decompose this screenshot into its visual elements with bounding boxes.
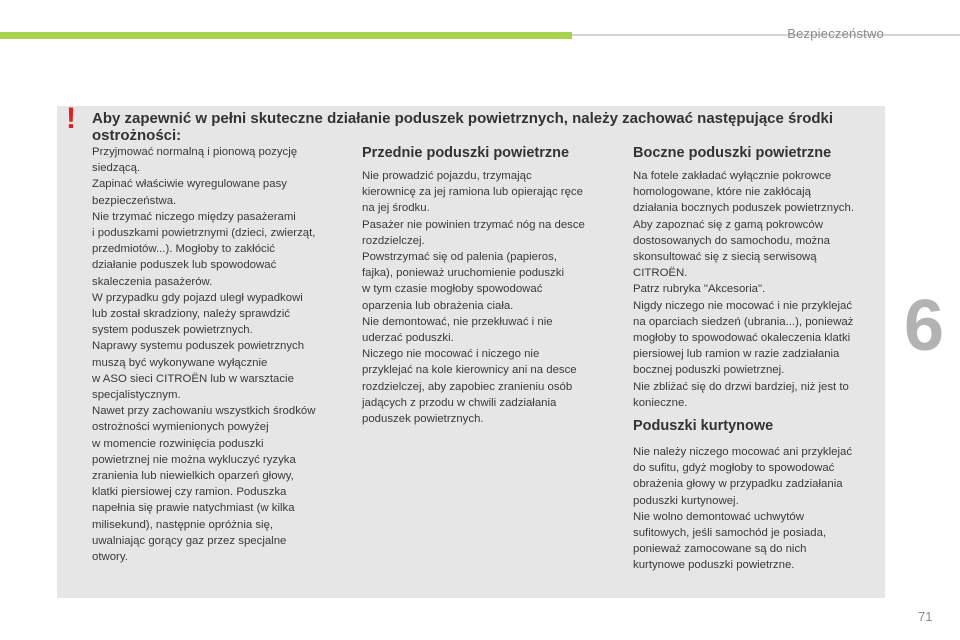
- text-line: lub został skradziony, należy sprawdzić: [92, 308, 290, 321]
- text-line: CITROËN.: [633, 267, 688, 280]
- text-line: Nie zbliżać się do drzwi bardziej, niż jest to: [633, 380, 849, 393]
- text-line: Nie demontować, nie przekłuwać i nie: [362, 315, 553, 328]
- text-line: kurtynowe poduszki powietrzne.: [633, 559, 795, 572]
- text-line: uderzać poduszki.: [362, 332, 454, 345]
- text-line: bezpieczeństwa.: [92, 194, 177, 207]
- text-line: bocznej poduszki powietrznej.: [633, 364, 785, 377]
- text-line: dostosowanych do samochodu, można: [633, 234, 830, 247]
- text-line: mogłoby to spowodować okaleczenia klatki: [633, 332, 851, 345]
- page-number: 71: [918, 609, 933, 624]
- text-line: skaleczenia pasażerów.: [92, 275, 213, 288]
- header-accent-bar: [0, 32, 572, 39]
- text-line: przyklejać na kole kierownicy ani na desce: [362, 364, 577, 377]
- text-line: ostrożności wymienionych powyżej: [92, 421, 269, 434]
- front-airbags-heading: Przednie poduszki powietrzne: [362, 145, 570, 161]
- warning-title: Aby zapewnić w pełni skuteczne działanie poduszek powietrznych, należy zachować następujące środki ostrożności:: [92, 110, 834, 144]
- text-line: napełnia się prawie natychmiast (w kilka: [92, 502, 295, 515]
- text-line: Patrz rubryka "Akcesoria".: [633, 283, 766, 296]
- text-line: powietrznej nie można wykluczyć ryzyka: [92, 453, 296, 466]
- text-line: i poduszkami powietrznymi (dzieci, zwierząt,: [92, 227, 316, 240]
- side-airbags-text: [633, 168, 878, 411]
- text-line: Nie należy niczego mocować ani przyklejać: [633, 446, 853, 458]
- text-line: ponieważ zamocowane są do nich: [633, 543, 807, 556]
- text-line: obrażenia głowy w przypadku zadziałania: [633, 478, 843, 491]
- text-line: przedmiotów...). Mogłoby to zakłócić: [92, 243, 275, 256]
- text-line: siedzącą.: [92, 162, 141, 175]
- text-line: muszą być wykonywane wyłącznie: [92, 356, 268, 369]
- text-line: Niczego nie mocować i niczego nie: [362, 348, 540, 361]
- text-line: na jej środku.: [362, 202, 430, 215]
- curtain-airbags-heading: Poduszki kurtynowe: [633, 418, 774, 434]
- text-line: Pasażer nie powinien trzymać nóg na desce: [362, 218, 585, 231]
- text-line: Na fotele zakładać wyłącznie pokrowce: [633, 170, 832, 182]
- left-column-text: [92, 144, 344, 565]
- text-line: homologowane, które nie zakłócają: [633, 186, 811, 199]
- curtain-airbags-text: [633, 444, 878, 574]
- text-line: otwory.: [92, 551, 128, 564]
- text-line: Nawet przy zachowaniu wszystkich środków: [92, 405, 316, 418]
- text-line: działania bocznych poduszek powietrznych.: [633, 202, 854, 215]
- text-line: poduszek powietrznych.: [362, 413, 484, 426]
- text-line: piersiowej lub ramion w razie zadziałania: [633, 348, 840, 361]
- text-line: rozdzielczej, aby zapobiec zranieniu osób: [362, 380, 573, 393]
- text-line: Aby zapoznać się z gamą pokrowców: [633, 218, 823, 231]
- text-line: w ASO sieci CITROËN lub w warsztacie: [92, 372, 294, 385]
- header-rule: [572, 34, 960, 36]
- text-line: fajka), ponieważ uruchomienie poduszki: [362, 267, 564, 280]
- text-line: na oparciach siedzeń (ubrania...), ponieważ: [633, 315, 854, 328]
- chapter-number: 6: [904, 286, 945, 366]
- text-line: Przyjmować normalną i pionową pozycję: [92, 146, 298, 158]
- exclamation-icon: !: [66, 102, 76, 135]
- text-line: jadących z przodu w chwili zadziałania: [362, 396, 557, 409]
- text-line: klatki piersiowej czy ramion. Poduszka: [92, 486, 287, 499]
- text-line: Nie wolno demontować uchwytów: [633, 510, 804, 523]
- text-line: oparzenia lub obrażenia ciała.: [362, 299, 514, 312]
- text-line: poduszki kurtynowej.: [633, 494, 739, 507]
- text-line: uwalniając gorący gaz przez specjalne: [92, 534, 287, 547]
- section-title: Bezpieczeństwo: [787, 26, 884, 41]
- text-line: specjalistycznym.: [92, 389, 181, 402]
- side-airbags-heading: Boczne poduszki powietrzne: [633, 145, 832, 161]
- text-line: w tym czasie mogłoby spowodować: [362, 283, 543, 296]
- text-line: Naprawy systemu poduszek powietrznych: [92, 340, 305, 353]
- text-line: skonsultować się z siecią serwisową: [633, 251, 817, 264]
- text-line: milisekund), następnie opróżnia się,: [92, 518, 274, 531]
- text-line: działanie poduszek lub spowodować: [92, 259, 277, 272]
- text-line: zranienia lub niewielkich oparzeń głowy,: [92, 470, 294, 483]
- text-line: Nie prowadzić pojazdu, trzymając: [362, 170, 532, 182]
- text-line: Nigdy niczego nie mocować i nie przyklejać: [633, 299, 853, 312]
- text-line: W przypadku gdy pojazd uległ wypadkowi: [92, 291, 303, 304]
- text-line: Powstrzymać się od palenia (papieros,: [362, 251, 557, 264]
- text-line: w momencie rozwinięcia poduszki: [92, 437, 264, 450]
- text-line: do sufitu, gdyż mogłoby to spowodować: [633, 462, 835, 475]
- text-line: konieczne.: [633, 396, 688, 409]
- text-line: system poduszek powietrznych.: [92, 324, 253, 337]
- text-line: Nie trzymać niczego między pasażerami: [92, 210, 296, 223]
- text-line: sufitowych, jeśli samochód je posiada,: [633, 527, 827, 540]
- text-line: rozdzielczej.: [362, 234, 425, 247]
- text-line: Zapinać właściwie wyregulowane pasy: [92, 178, 287, 191]
- text-line: kierownicę za jej ramiona lub opierając ręce: [362, 186, 583, 199]
- front-airbags-text: [362, 168, 610, 427]
